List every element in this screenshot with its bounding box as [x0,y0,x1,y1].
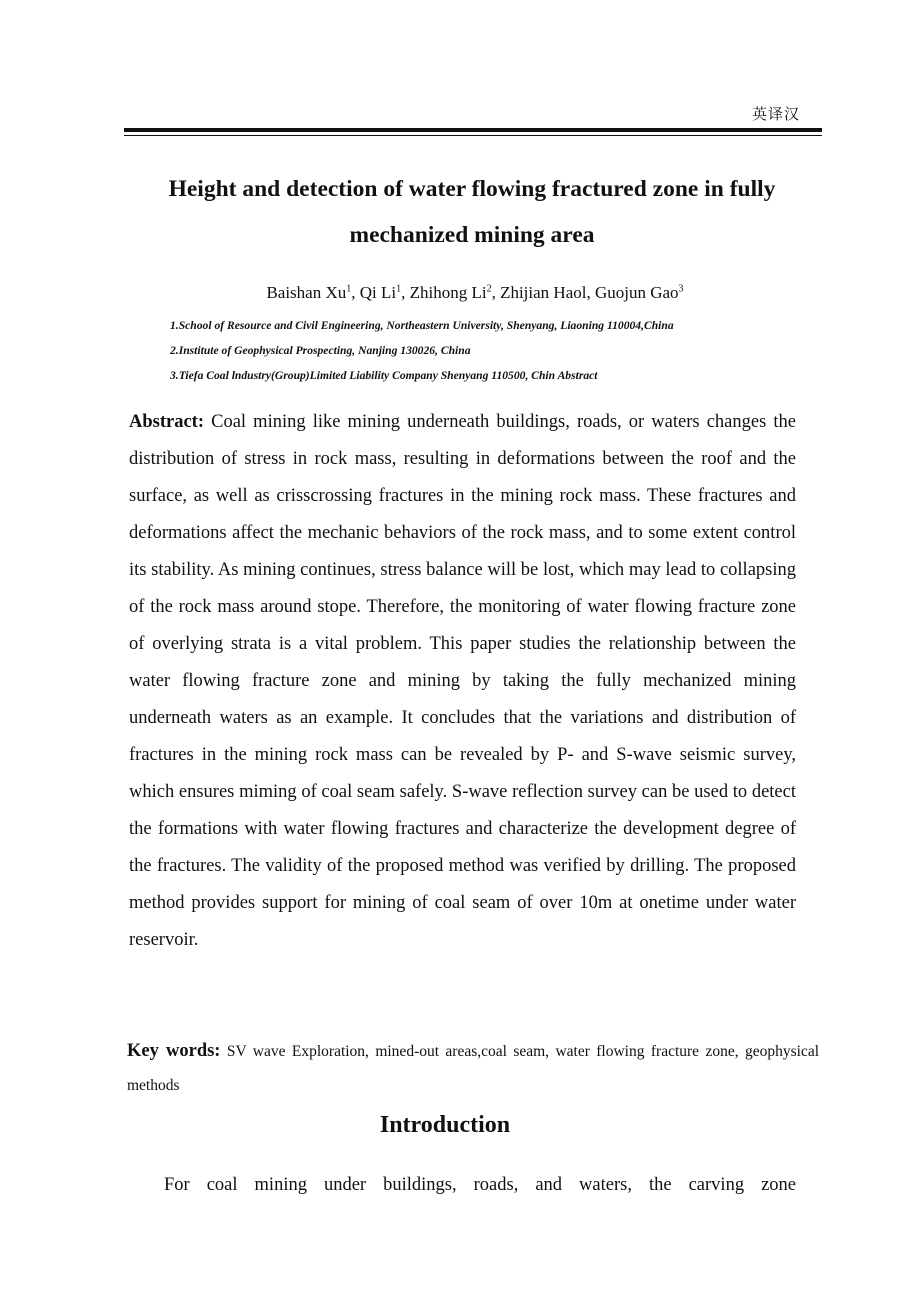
header-rule-thin [124,135,822,136]
author-name: Zhijian Haol [500,283,587,302]
section-heading-introduction: Introduction [379,1112,511,1138]
author-affiliation-marker: 2 [486,283,492,295]
affiliation-1: 1.School of Resource and Civil Engineering, Northeastern University, Shenyang, Liaoning 110004,China [170,319,674,332]
author-name: Zhihong Li [409,283,487,302]
header-rule-thick [124,128,822,132]
author-affiliation-marker: 1 [346,283,352,295]
affiliation-3: 3.Tiefa Coal lndustry(Group)Limited Liability Company Shenyang 110500, Chin Abstract [170,369,598,382]
keywords [127,1034,819,1103]
author-list: Baishan Xu$^1$, Qi Li$^1$, Zhihong Li$^2$, Zhijian Haol, Guojun Gao$^3$ [266,283,684,302]
introduction-paragraph: For coal mining under buildings, roads, and waters, the carving zone [164,1175,796,1195]
keywords-text: SV wave Exploration, mined-out areas,coal seam, water flowing fracture zone, geophysical methods [127,1043,819,1094]
affiliations [170,318,674,393]
abstract-label: Abstract: [129,412,205,432]
author-affiliation-marker: 3 [678,283,684,295]
author-name: Qi Li [359,283,397,302]
affiliation-2: 2.Institute of Geophysical Prospecting, Nanjing 130026, China [170,344,471,357]
author-name: Baishan Xu [266,283,347,302]
abstract-text: Coal mining like mining underneath buildings, roads, or waters changes the distribution of stress in rock mass, resulting in deformations between the roof and the surface, as well as crisscrossing fractures in the mining rock mass. These fractures and deformations affect the mechanic behaviors of the rock mass, and to some extent control its stability. As mining continues, stress balance will be lost, which may lead to collapsing of the rock mass around stope. Therefore, the monitoring of water flowing fracture zone of overlying strata is a vital problem. This paper studies the relationship between the water flowing fracture zone and mining by taking the fully mechanized mining underneath waters as an example. It concludes that the variations and distribution of fractures in the mining rock mass can be revealed by P- and S-wave seismic survey, which ensures miming of coal seam safely. S-wave reflection survey can be used to detect the formations with water flowing fractures and characterize the development degree of the fractures. The validity of the proposed method was verified by drilling. The proposed method provides support for mining of coal seam of over 10m at onetime under water reservoir. [129,412,796,950]
running-header-label: 英译汉 [751,105,800,123]
keywords-label: Key words: [127,1041,221,1061]
author-affiliation-marker: 1 [396,283,402,295]
author-name: Guojun Gao [594,283,679,302]
paper-title: Height and detection of water flowing fractured zone in fully mechanized mining area [168,176,776,248]
abstract [129,404,796,959]
